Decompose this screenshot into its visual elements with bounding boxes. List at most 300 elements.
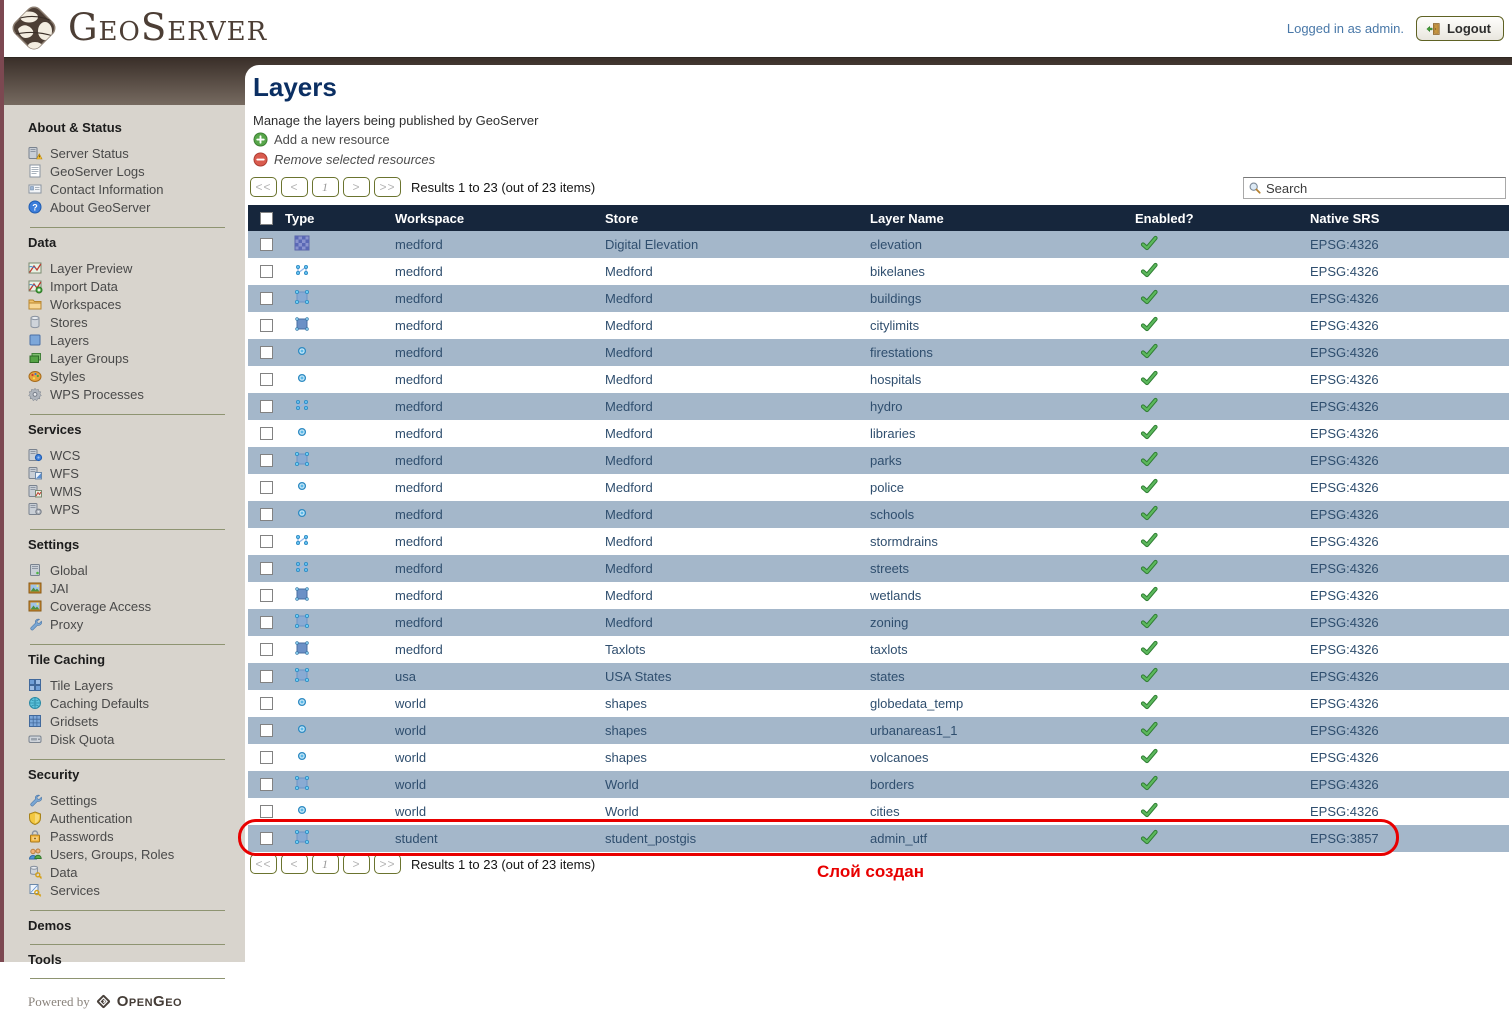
type-cell	[282, 829, 392, 848]
row-checkbox[interactable]	[260, 292, 273, 305]
pager-first-button[interactable]: <<	[250, 177, 277, 197]
sidebar-section-title-data: Data	[28, 235, 57, 250]
enabled-check-icon	[1141, 614, 1158, 629]
sidebar-item-label: Import Data	[50, 278, 118, 294]
workspace-cell: world	[395, 777, 427, 792]
sidebar-item-passwords[interactable]	[28, 827, 245, 845]
layer-name-cell[interactable]: buildings	[870, 291, 922, 306]
sidebar-item-users-groups-roles[interactable]	[28, 845, 245, 863]
sidebar-section-title-tile-caching: Tile Caching	[28, 652, 106, 667]
row-checkbox[interactable]	[260, 589, 273, 602]
table-row-cities[interactable]	[248, 798, 1509, 825]
row-checkbox[interactable]	[260, 319, 273, 332]
table-row-firestations[interactable]	[248, 339, 1509, 366]
sidebar-item-label: Layer Groups	[50, 350, 129, 366]
global-icon	[28, 563, 42, 577]
table-row-citylimits[interactable]	[248, 312, 1509, 339]
workspace-cell: medford	[395, 534, 443, 549]
sidebar-item-data[interactable]	[28, 863, 245, 881]
enabled-check-icon	[1141, 263, 1158, 278]
table-row-hydro[interactable]	[248, 393, 1509, 420]
wcs-icon	[28, 448, 42, 462]
sidebar-item-gridsets[interactable]	[28, 712, 245, 730]
store-cell: Medford	[605, 588, 653, 603]
row-checkbox[interactable]	[260, 427, 273, 440]
sidebar-separator	[30, 414, 225, 415]
sidebar-item-tile-layers[interactable]	[28, 676, 245, 694]
table-row-schools[interactable]	[248, 501, 1509, 528]
table-row-libraries[interactable]	[248, 420, 1509, 447]
type-cell	[282, 370, 392, 389]
type-cell	[282, 343, 392, 362]
store-cell: Medford	[605, 372, 653, 387]
sidebar-item-layer-groups[interactable]	[28, 349, 245, 367]
row-checkbox-cell	[248, 427, 282, 440]
sidebar-item-stores[interactable]	[28, 313, 245, 331]
table-row-wetlands[interactable]	[248, 582, 1509, 609]
enabled-cell	[1132, 668, 1307, 686]
row-checkbox[interactable]	[260, 724, 273, 737]
sidebar-item-server-status[interactable]	[28, 144, 245, 162]
row-checkbox[interactable]	[260, 643, 273, 656]
sidebar-item-label: Users, Groups, Roles	[50, 846, 175, 862]
search-box[interactable]	[1243, 177, 1506, 199]
geoserver-wordmark: GeoServer	[68, 6, 268, 49]
sidebar-item-label: Proxy	[50, 616, 84, 632]
store-cell: Taxlots	[605, 642, 646, 657]
workspace-cell: medford	[395, 399, 443, 414]
row-checkbox-cell	[248, 454, 282, 467]
row-checkbox[interactable]	[260, 454, 273, 467]
enabled-cell	[1132, 695, 1307, 713]
layer-name-cell[interactable]: wetlands	[870, 588, 922, 603]
enabled-cell	[1132, 371, 1307, 389]
row-checkbox-cell	[248, 346, 282, 359]
enabled-cell	[1132, 803, 1307, 821]
top-header-bar	[0, 0, 1512, 57]
table-row-taxlots[interactable]	[248, 636, 1509, 663]
styles-icon	[28, 369, 42, 383]
row-checkbox-cell	[248, 508, 282, 521]
layer-preview-icon	[28, 261, 42, 275]
layer-name-cell[interactable]: citylimits	[870, 318, 920, 333]
sidebar-item-settings[interactable]	[28, 791, 245, 809]
row-checkbox[interactable]	[260, 508, 273, 521]
sidebar-item-wps[interactable]	[28, 500, 245, 518]
type-cell	[282, 559, 392, 578]
enabled-cell	[1132, 641, 1307, 659]
pager-next-button[interactable]: >	[343, 854, 370, 874]
workspace-cell: world	[395, 804, 427, 819]
sidebar-item-import-data[interactable]	[28, 277, 245, 295]
enabled-cell	[1132, 398, 1307, 416]
layers-table	[248, 205, 1509, 852]
row-checkbox[interactable]	[260, 238, 273, 251]
pager-last-button[interactable]: >>	[374, 177, 401, 197]
type-cell	[282, 316, 392, 335]
logs-icon	[28, 164, 42, 178]
point-type-icon	[294, 505, 310, 521]
layer-name-cell[interactable]: volcanoes	[870, 750, 929, 765]
row-checkbox[interactable]	[260, 805, 273, 818]
table-row-elevation[interactable]	[248, 231, 1509, 258]
workspace-cell: medford	[395, 453, 443, 468]
enabled-check-icon	[1141, 587, 1158, 602]
sidebar-item-label: Workspaces	[50, 296, 122, 312]
row-checkbox[interactable]	[260, 481, 273, 494]
sidebar-item-about-geoserver[interactable]	[28, 198, 245, 216]
enabled-cell	[1132, 614, 1307, 632]
store-cell: Medford	[605, 507, 653, 522]
workspace-cell: medford	[395, 588, 443, 603]
workspace-cell: student	[395, 831, 438, 846]
sidebar-item-layer-preview[interactable]	[28, 259, 245, 277]
sidebar-item-wps-processes[interactable]	[28, 385, 245, 403]
row-checkbox-cell	[248, 589, 282, 602]
sidebar-section-title-services: Services	[28, 422, 82, 437]
layer-name-cell[interactable]: libraries	[870, 426, 916, 441]
main-panel	[245, 65, 1512, 962]
row-checkbox[interactable]	[260, 778, 273, 791]
polygon-type-icon	[294, 451, 310, 467]
layer-name-cell[interactable]: admin_utf	[870, 831, 928, 846]
polygon-type-icon	[294, 829, 310, 845]
store-cell: Medford	[605, 615, 653, 630]
enabled-cell	[1132, 290, 1307, 308]
table-row-borders[interactable]	[248, 771, 1509, 798]
workspace-cell: medford	[395, 480, 443, 495]
row-checkbox[interactable]	[260, 373, 273, 386]
select-all-checkbox[interactable]	[260, 212, 273, 225]
point-type-icon	[294, 802, 310, 818]
workspace-cell: medford	[395, 318, 443, 333]
point-type-icon	[294, 721, 310, 737]
sidebar-separator	[30, 910, 225, 911]
sidebar-item-caching-defaults[interactable]	[28, 694, 245, 712]
point-type-icon	[294, 694, 310, 710]
workspace-cell: medford	[395, 615, 443, 630]
native-srs-cell: EPSG:4326	[1310, 507, 1379, 522]
sidebar-item-workspaces[interactable]	[28, 295, 245, 313]
enabled-cell	[1132, 317, 1307, 335]
row-checkbox[interactable]	[260, 400, 273, 413]
sidebar-item-label: Styles	[50, 368, 86, 384]
row-checkbox-cell	[248, 643, 282, 656]
table-row-parks[interactable]	[248, 447, 1509, 474]
layer-name-cell[interactable]: hydro	[870, 399, 903, 414]
wps-processes-icon	[28, 387, 42, 401]
layer-name-cell[interactable]: bikelanes	[870, 264, 925, 279]
row-checkbox-cell	[248, 778, 282, 791]
sidebar-item-geoserver-logs[interactable]	[28, 162, 245, 180]
proxy-icon	[28, 617, 42, 631]
sidebar-item-disk-quota[interactable]	[28, 730, 245, 748]
layer-name-cell[interactable]: elevation	[870, 237, 923, 252]
store-cell: Medford	[605, 399, 653, 414]
security-settings-icon	[28, 793, 42, 807]
column-header-type[interactable]: Type	[285, 210, 315, 226]
sidebar-item-layers[interactable]	[28, 331, 245, 349]
column-header-native-srs[interactable]: Native SRS	[1310, 210, 1380, 226]
type-cell	[282, 775, 392, 794]
enabled-check-icon	[1141, 236, 1158, 251]
layer-name-cell[interactable]: stormdrains	[870, 534, 938, 549]
store-cell: shapes	[605, 696, 647, 711]
left-accent-strip	[0, 0, 4, 962]
workspace-cell: medford	[395, 507, 443, 522]
sidebar	[4, 105, 245, 1010]
layer-name-cell[interactable]: zoning	[870, 615, 909, 630]
coverage-access-icon	[28, 599, 42, 613]
sidebar-section-title-settings: Settings	[28, 537, 80, 552]
table-row-volcanoes[interactable]	[248, 744, 1509, 771]
layer-name-cell[interactable]: borders	[870, 777, 915, 792]
row-checkbox-cell	[248, 670, 282, 683]
opengeo-brand: OpenGeo	[116, 993, 183, 1010]
table-row-hospitals[interactable]	[248, 366, 1509, 393]
enabled-check-icon	[1141, 695, 1158, 710]
enabled-check-icon	[1141, 452, 1158, 467]
table-row-states[interactable]	[248, 663, 1509, 690]
row-checkbox[interactable]	[260, 562, 273, 575]
point-type-icon	[294, 424, 310, 440]
row-checkbox[interactable]	[260, 670, 273, 683]
store-cell: Medford	[605, 561, 653, 576]
enabled-cell	[1132, 452, 1307, 470]
search-input[interactable]	[1266, 181, 1501, 196]
data-security-icon	[28, 865, 42, 879]
logout-label: Logout	[1446, 21, 1491, 36]
sidebar-item-label: Data	[50, 864, 78, 880]
logout-button[interactable]	[1416, 16, 1504, 41]
workspace-cell: usa	[395, 669, 416, 684]
polygon-type-icon	[294, 775, 310, 791]
column-header-store[interactable]: Store	[605, 210, 639, 226]
enabled-check-icon	[1141, 749, 1158, 764]
workspace-cell: medford	[395, 642, 443, 657]
row-checkbox[interactable]	[260, 535, 273, 548]
row-checkbox[interactable]	[260, 265, 273, 278]
column-header-layer-name[interactable]: Layer Name	[870, 210, 944, 226]
search-icon	[1248, 181, 1262, 195]
store-cell: Medford	[605, 264, 653, 279]
layer-name-cell[interactable]: hospitals	[870, 372, 922, 387]
sidebar-separator	[30, 944, 225, 945]
import-data-icon	[28, 279, 42, 293]
sidebar-item-label: JAI	[50, 580, 69, 596]
native-srs-cell: EPSG:4326	[1310, 399, 1379, 414]
row-checkbox-cell	[248, 562, 282, 575]
native-srs-cell: EPSG:4326	[1310, 291, 1379, 306]
enabled-check-icon	[1141, 722, 1158, 737]
row-checkbox-cell	[248, 238, 282, 251]
enabled-cell	[1132, 830, 1307, 848]
authentication-icon	[28, 811, 42, 825]
enabled-cell	[1132, 560, 1307, 578]
row-checkbox-cell	[248, 292, 282, 305]
type-cell	[282, 640, 392, 659]
sidebar-item-wcs[interactable]	[28, 446, 245, 464]
sidebar-item-label: WCS	[50, 447, 81, 463]
row-checkbox-cell	[248, 535, 282, 548]
type-cell	[282, 451, 392, 470]
native-srs-cell: EPSG:4326	[1310, 777, 1379, 792]
enabled-check-icon	[1141, 344, 1158, 359]
disk-quota-icon	[28, 732, 42, 746]
row-checkbox-cell	[248, 751, 282, 764]
sidebar-item-wfs[interactable]	[28, 464, 245, 482]
pager-results: Results 1 to 23 (out of 23 items)	[411, 179, 596, 195]
table-row-admin-utf[interactable]	[248, 825, 1509, 852]
row-checkbox[interactable]	[260, 616, 273, 629]
layer-name-cell[interactable]: police	[870, 480, 904, 495]
native-srs-cell: EPSG:4326	[1310, 480, 1379, 495]
sidebar-item-label: WFS	[50, 465, 79, 481]
type-cell	[282, 667, 392, 686]
enabled-check-icon	[1141, 641, 1158, 656]
workspace-cell: medford	[395, 426, 443, 441]
enabled-cell	[1132, 263, 1307, 281]
row-checkbox[interactable]	[260, 751, 273, 764]
column-header-enabled[interactable]: Enabled?	[1135, 210, 1194, 226]
sidebar-section-title-about-status: About & Status	[28, 120, 122, 135]
polygon-solid-type-icon	[294, 316, 310, 332]
sidebar-item-jai[interactable]	[28, 579, 245, 597]
sidebar-item-authentication[interactable]	[28, 809, 245, 827]
pager-prev-button[interactable]: <	[281, 854, 308, 874]
pager-prev-button[interactable]: <	[281, 177, 308, 197]
row-checkbox[interactable]	[260, 697, 273, 710]
powered-by-label: Powered by	[28, 993, 90, 1009]
native-srs-cell: EPSG:4326	[1310, 669, 1379, 684]
sidebar-item-label: WPS	[50, 501, 80, 517]
layer-name-cell[interactable]: cities	[870, 804, 900, 819]
line-type-icon	[294, 559, 310, 575]
sidebar-sections	[28, 120, 245, 979]
layer-name-cell[interactable]: schools	[870, 507, 915, 522]
sidebar-item-label: Caching Defaults	[50, 695, 149, 711]
table-row-globedata-temp[interactable]	[248, 690, 1509, 717]
pager-next-button[interactable]: >	[343, 177, 370, 197]
sidebar-item-coverage-access[interactable]	[28, 597, 245, 615]
sidebar-item-wms[interactable]	[28, 482, 245, 500]
layer-name-cell[interactable]: globedata_temp	[870, 696, 964, 711]
sidebar-item-label: Contact Information	[50, 181, 164, 197]
page-subtitle: Manage the layers being published by GeoServer	[253, 113, 539, 128]
native-srs-cell: EPSG:4326	[1310, 561, 1379, 576]
remove-resources-link[interactable]	[253, 152, 435, 167]
type-cell	[282, 613, 392, 632]
polygon-solid-type-icon	[294, 586, 310, 602]
pager-last-button[interactable]: >>	[374, 854, 401, 874]
workspace-cell: medford	[395, 345, 443, 360]
layer-name-cell[interactable]: streets	[870, 561, 910, 576]
services-security-icon	[28, 883, 42, 897]
pager-bottom	[250, 854, 595, 874]
stores-icon	[28, 315, 42, 329]
store-cell: World	[605, 804, 639, 819]
pager-page-button[interactable]: 1	[312, 177, 339, 197]
layer-name-cell[interactable]: taxlots	[870, 642, 908, 657]
table-row-zoning[interactable]	[248, 609, 1509, 636]
native-srs-cell: EPSG:4326	[1310, 723, 1379, 738]
type-cell	[282, 721, 392, 740]
type-cell	[282, 289, 392, 308]
geoserver-logo	[8, 2, 267, 54]
type-cell	[282, 694, 392, 713]
workspace-cell: medford	[395, 372, 443, 387]
row-checkbox-cell	[248, 400, 282, 413]
sidebar-item-label: WPS Processes	[50, 386, 144, 402]
layer-name-cell[interactable]: parks	[870, 453, 902, 468]
sidebar-item-styles[interactable]	[28, 367, 245, 385]
select-all-cell	[248, 212, 282, 225]
pager-page-button[interactable]: 1	[312, 854, 339, 874]
wfs-icon	[28, 466, 42, 480]
table-row-urbanareas1-1[interactable]	[248, 717, 1509, 744]
column-header-workspace[interactable]: Workspace	[395, 210, 465, 226]
tile-layers-icon	[28, 678, 42, 692]
enabled-check-icon	[1141, 425, 1158, 440]
table-row-streets[interactable]	[248, 555, 1509, 582]
enabled-cell	[1132, 533, 1307, 551]
table-row-buildings[interactable]	[248, 285, 1509, 312]
table-row-stormdrains[interactable]	[248, 528, 1509, 555]
caching-defaults-icon	[28, 696, 42, 710]
sidebar-separator	[30, 644, 225, 645]
layers-table-header	[248, 205, 1509, 231]
gridsets-icon	[28, 714, 42, 728]
sidebar-item-proxy[interactable]	[28, 615, 245, 633]
store-cell: Medford	[605, 318, 653, 333]
type-cell	[282, 235, 392, 254]
type-cell	[282, 262, 392, 281]
enabled-check-icon	[1141, 776, 1158, 791]
layer-name-cell[interactable]: states	[870, 669, 905, 684]
line-type-icon	[294, 532, 310, 548]
logout-door-icon	[1426, 22, 1440, 36]
store-cell: Medford	[605, 534, 653, 549]
pager-first-button[interactable]: <<	[250, 854, 277, 874]
row-checkbox-cell	[248, 373, 282, 386]
layers-icon	[28, 333, 42, 347]
row-checkbox[interactable]	[260, 832, 273, 845]
row-checkbox[interactable]	[260, 346, 273, 359]
sidebar-item-global[interactable]	[28, 561, 245, 579]
native-srs-cell: EPSG:4326	[1310, 426, 1379, 441]
native-srs-cell: EPSG:4326	[1310, 588, 1379, 603]
point-type-icon	[294, 478, 310, 494]
add-icon	[253, 132, 268, 147]
workspace-cell: medford	[395, 237, 443, 252]
row-checkbox-cell	[248, 616, 282, 629]
row-checkbox-cell	[248, 265, 282, 278]
contact-icon	[28, 182, 42, 196]
sidebar-separator	[30, 227, 225, 228]
enabled-cell	[1132, 749, 1307, 767]
store-cell: shapes	[605, 750, 647, 765]
table-row-bikelanes[interactable]	[248, 258, 1509, 285]
sidebar-item-services[interactable]	[28, 881, 245, 899]
layer-groups-icon	[28, 351, 42, 365]
sidebar-item-contact-information[interactable]	[28, 180, 245, 198]
layer-name-cell[interactable]: urbanareas1_1	[870, 723, 958, 738]
layer-name-cell[interactable]: firestations	[870, 345, 933, 360]
table-row-police[interactable]	[248, 474, 1509, 501]
add-resource-link[interactable]	[253, 132, 390, 147]
polygon-solid-type-icon	[294, 640, 310, 656]
sidebar-item-label: Server Status	[50, 145, 129, 161]
